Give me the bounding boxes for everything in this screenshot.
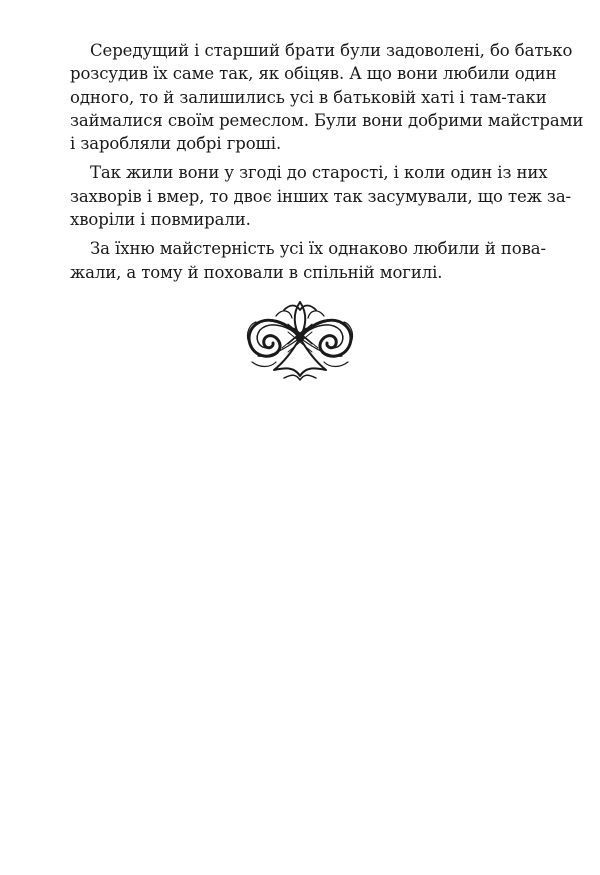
text-line-content: і заробляли добрі гроші.	[70, 134, 282, 154]
text-line	[70, 132, 540, 155]
paragraph-2	[70, 161, 572, 231]
text-line-content: Середущий і старший брати були задоволені, бо батько	[90, 41, 573, 60]
text-line-content: розсудив їх саме так, як обіцяв. А що вони любили один	[70, 64, 557, 84]
text-line	[70, 185, 572, 208]
text-line	[70, 86, 547, 109]
text-line	[90, 161, 548, 184]
text-line	[90, 39, 573, 62]
text-line-content: жали, а тому й поховали в спільній могилі.	[70, 262, 443, 282]
text-line-content: Так жили вони у згоді до старості, і коли один із них	[90, 163, 548, 183]
text-line	[70, 261, 540, 284]
text-line-content: хворіли і повмирали.	[70, 210, 251, 230]
text-line-content: За їхню майстерність усі їх однаково любили й пова-	[90, 239, 547, 259]
text-line-content: займалися своїм ремеслом. Були вони добрими майстрами	[70, 110, 584, 130]
text-line	[70, 109, 584, 132]
text-line	[90, 237, 547, 260]
text-line	[70, 208, 540, 231]
text-line	[70, 62, 557, 85]
decorative-flourish-ornament	[244, 296, 356, 382]
text-line-content: захворів і вмер, то двоє інших так засумували, що теж за-	[70, 186, 572, 206]
paragraph-1	[70, 39, 584, 155]
text-line-content: одного, то й залишились усі в батьковій хаті і там-таки	[70, 87, 547, 107]
story-text	[70, 39, 584, 290]
paragraph-3	[70, 237, 547, 284]
